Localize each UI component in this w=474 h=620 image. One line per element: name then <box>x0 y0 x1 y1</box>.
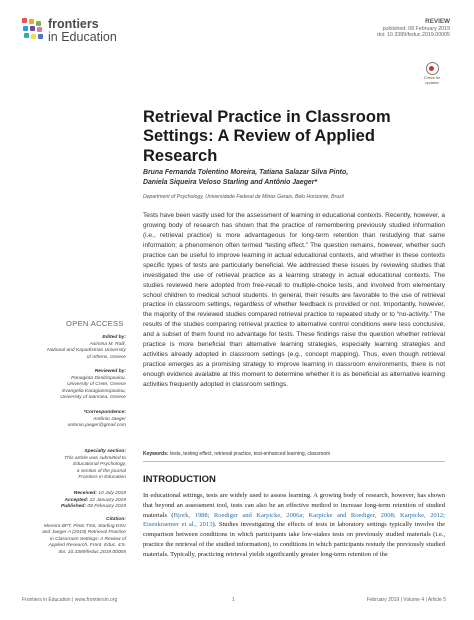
doi-link[interactable]: doi: 10.3389/feduc.2019.00005 <box>376 32 450 39</box>
citation-line: and Jaeger A (2019) Retrieval Practice <box>42 530 126 536</box>
editor-line: National and Kapodistrian University <box>47 348 126 354</box>
page-footer <box>22 597 446 603</box>
journal-logo[interactable] <box>22 18 117 44</box>
footer-journal-link[interactable]: Frontiers in Education | www.frontiersin.org <box>22 597 118 603</box>
journal-name: frontiers <box>48 17 99 31</box>
logo-dot <box>29 19 34 24</box>
authors-line-1: Bruna Fernanda Tolentino Moreira, Tatiana Salazar Silva Pinto, <box>143 169 349 176</box>
reviewed-by-label: Reviewed by: <box>94 369 126 374</box>
specialty-section-block <box>64 449 126 482</box>
intro-citation-link[interactable]: Bjork, 1988; Roediger and Karpicke, 2006a; Karpicke and Roediger, 2008; Karpicke, 2012; Eisenkraemer et al., 2013 <box>143 511 445 529</box>
specialty-label: Specialty section: <box>84 449 126 454</box>
editor-line: of Athens, Greece <box>86 354 126 360</box>
logo-dot <box>38 34 43 39</box>
logo-dot <box>37 27 42 32</box>
article-type: REVIEW <box>425 18 450 25</box>
received-date: 10 July 2018 <box>98 491 126 496</box>
check-for-updates-button[interactable] <box>420 62 444 86</box>
received-label: Received: <box>73 491 97 496</box>
editor-line: Asimina M. Ralli, <box>89 341 126 347</box>
journal-subtitle: in Education <box>48 30 117 45</box>
frontiers-logo-icon <box>22 18 44 42</box>
citation-line: Applied Research. Front. Educ. 4:5. <box>48 543 126 549</box>
published-date-side: 08 February 2019 <box>87 504 126 510</box>
keywords <box>143 451 445 457</box>
logo-dot <box>36 21 41 26</box>
published-date: published: 08 February 2019 <box>382 25 450 32</box>
updates-label-2: updates <box>425 81 439 86</box>
logo-dot <box>31 34 36 39</box>
reviewer-line: University of Crete, Greece <box>67 382 126 388</box>
accepted-label: Accepted: <box>64 497 89 503</box>
dates-block <box>61 491 126 511</box>
section-divider <box>143 461 445 462</box>
logo-dot <box>24 33 29 38</box>
affiliation: Department of Psychology, Universidade Federal de Minas Gerais, Belo Horizonte, Brazil <box>143 194 344 200</box>
updates-icon <box>426 62 439 75</box>
edited-by-block <box>47 335 126 361</box>
keywords-label: Keywords: <box>143 451 169 457</box>
correspondent-name: Antônio Jaeger <box>93 416 126 422</box>
open-access-label: OPEN ACCESS <box>66 319 124 328</box>
intro-text-1: In educational settings, tests are widely used to assess learning. A growing body of research, however, has shown that beyond an assessment tool, tests can also be an effective method to increase long-term retention of studied materials ( <box>143 492 445 519</box>
page-number: 1 <box>232 597 235 603</box>
specialty-line: This article was submitted to <box>64 455 126 461</box>
logo-dot <box>30 26 35 31</box>
keywords-list: tests, testing effect, retrieval practice, test-enhanced learning, classroom <box>169 451 331 457</box>
authors-line-2: Daniela Siqueira Veloso Starling and Antônio Jaeger* <box>143 179 318 186</box>
edited-by-label: Edited by: <box>102 335 126 340</box>
reviewer-line: University of Ioannina, Greece <box>60 395 126 401</box>
logo-dot <box>22 18 27 23</box>
citation-label: Citation: <box>106 517 126 522</box>
abstract: Tests have been vastly used for the assessment of learning in educational contexts. Recently, however, a growing body of research has shown that the practice of remembering previously studied information (i.e., retrieval practice) is more advantageous for long-term retention than restudying that same information; a phenomenon often termed “testing effect.” The question remains, however, whether such practice can be useful to improve learning in actual educational contexts, and whether in these contexts specific types of tests are particularly beneficial. We addressed these issues by reviewing studies that investigated the use of retrieval practice as a learning strategy in actual educational contexts. The studies reviewed here adopted from free-recall to multiple-choice tests, and involved from elementary school children to medical school students. In general, their results are favorable to the use of retrieval practice in classroom settings, regardless of whether feedback is provided or not. Importantly, however, the majority of the reviewed studies compared retrieval practice to repeated study or to “no-activity.” The results of the studies comparing retrieval practice to alternative control conditions were less conclusive, and a subset of them found no advantage for tests. These findings raise the question whether retrieval practice is more beneficial than alternative learning strategies, especially learning strategies and activities already adopted in classroom settings (e.g., concept mapping). Thus, even though retrieval practice emerges as a promising strategy to improve learning in classroom environments, there is not enough evidence available at this moment to determine whether it is as beneficial as alternative learning activities frequently adopted in classroom settings. <box>143 212 445 388</box>
correspondence-label: *Correspondence: <box>83 410 126 415</box>
correspondent-email[interactable]: antonio.jaeger@gmail.com <box>67 423 126 429</box>
specialty-line: a section of the journal <box>76 468 126 474</box>
specialty-line: Educational Psychology, <box>73 462 126 468</box>
accepted-date: 22 January 2019 <box>89 497 126 503</box>
citation-doi-link[interactable]: doi: 10.3389/feduc.2019.00005 <box>58 550 126 556</box>
specialty-line: Frontiers in Education <box>78 475 126 481</box>
updates-label-1: Check for <box>423 76 441 80</box>
correspondence-block <box>68 410 126 430</box>
reviewer-line: Panagiota Dimitropoulou, <box>71 375 126 381</box>
citation-line: in Classroom Settings: A Review of <box>49 536 126 542</box>
published-label: Published: <box>61 504 87 510</box>
logo-dot <box>23 26 28 31</box>
authors <box>143 168 443 188</box>
citation-block <box>42 517 126 557</box>
intro-text-2: ). Studies investigating the effects of tests in laboratory settings typically involve the comparison between conditions in which participants take low-stakes tests on previously studied materials (i.e., practice the retrieval of the studied information), to conditions in which participants restudy the previously studied materials. Typically, practicing retrieval yields significantly greater long-term retention of the <box>143 521 445 558</box>
footer-issue-info: February 2019 | Volume 4 | Article 5 <box>366 597 446 603</box>
reviewer-line: Evangelia Karagiannopoulou, <box>62 388 126 394</box>
citation-line: Moreira BFT, Pinto TSS, Starling DSV <box>43 523 126 529</box>
article-meta <box>377 18 450 39</box>
intro-heading: INTRODUCTION <box>143 474 216 485</box>
reviewed-by-block <box>60 369 126 402</box>
intro-paragraph <box>143 491 445 560</box>
article-title: Retrieval Practice in Classroom Settings: A Review of Applied Research <box>143 108 391 165</box>
